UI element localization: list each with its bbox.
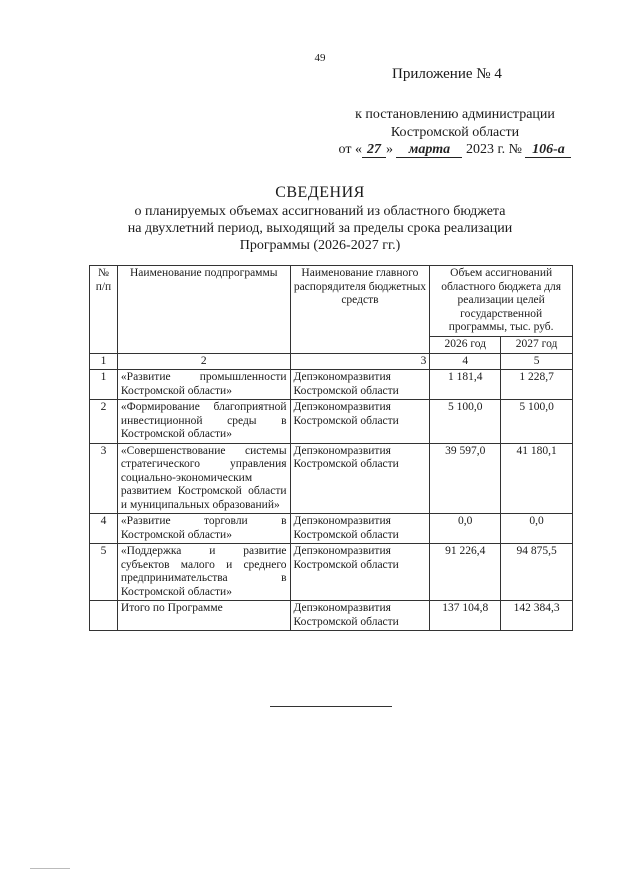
column-number: 4 [430,353,501,370]
row-2026: 1 181,4 [430,370,501,400]
row-subprogram: «Совершенствование системы стратегического управления социально-экономическим развитием Костромской области и муниципальных образований» [117,443,290,514]
row-num: 1 [90,370,118,400]
table-header-row [90,266,573,337]
row-subprogram: «Поддержка и развитие субъектов малого и среднего предпринимательства в Костромской области» [117,544,290,601]
table-row [90,370,573,400]
column-number: 3 [290,353,430,370]
header-subprogram: Наименование подпрограммы [117,266,290,354]
header-manager: Наименование главного распорядителя бюджетных средств [290,266,430,354]
budget-table [89,265,573,631]
date-year: 2023 г. № [465,142,522,157]
column-number-row [90,353,573,370]
total-manager: Депэкономразвития Костромской области [290,601,430,631]
handwritten-month: марта [396,143,462,158]
table-row [90,514,573,544]
row-2026: 39 597,0 [430,443,501,514]
total-2027: 142 384,3 [501,601,573,631]
document-heading: СВЕДЕНИЯ [275,184,365,201]
total-num [90,601,118,631]
date-prefix: от « [338,142,362,157]
row-2026: 0,0 [430,514,501,544]
table-row [90,544,573,601]
row-num: 5 [90,544,118,601]
header-year-2027: 2027 год [501,337,573,354]
row-num: 4 [90,514,118,544]
header-year-2026: 2026 год [430,337,501,354]
row-2027: 41 180,1 [501,443,573,514]
row-2027: 94 875,5 [501,544,573,601]
row-manager: Депэкономразвития Костромской области [290,443,430,514]
resolution-line: к постановлению администрации [355,107,555,122]
header-num: № п/п [90,266,118,354]
total-label: Итого по Программе [117,601,290,631]
row-manager: Депэкономразвития Костромской области [290,400,430,444]
row-manager: Депэкономразвития Костромской области [290,544,430,601]
subheading-line: Программы (2026-2027 гг.) [239,238,401,253]
table-row [90,443,573,514]
row-num: 2 [90,400,118,444]
row-manager: Депэкономразвития Костромской области [290,514,430,544]
appendix-title: Приложение № 4 [392,66,502,82]
row-2027: 0,0 [501,514,573,544]
row-2027: 1 228,7 [501,370,573,400]
row-num: 3 [90,443,118,514]
row-2026: 91 226,4 [430,544,501,601]
resolution-date-line [330,141,580,159]
table-row [90,400,573,444]
bottom-divider [270,706,392,707]
subheading-line: на двухлетний период, выходящий за пределы срока реализации [127,221,513,236]
row-2026: 5 100,0 [430,400,501,444]
header-volume: Объем ассигнований областного бюджета для реализации целей государственной программы, тыс. руб. [430,266,573,337]
total-2026: 137 104,8 [430,601,501,631]
table-total-row [90,601,573,631]
row-subprogram: «Развитие промышленности Костромской области» [117,370,290,400]
handwritten-number: 106-а [525,143,571,158]
footer-mark [30,868,70,869]
column-number: 1 [90,353,118,370]
column-number: 2 [117,353,290,370]
handwritten-day: 27 [362,143,386,158]
subheading-line: о планируемых объемах ассигнований из областного бюджета [134,204,506,219]
row-subprogram: «Формирование благоприятной инвестиционной среды в Костромской области» [117,400,290,444]
resolution-region: Костромской области [390,125,520,140]
date-mid: » [385,142,393,157]
row-2027: 5 100,0 [501,400,573,444]
row-subprogram: «Развитие торговли в Костромской области» [117,514,290,544]
row-manager: Депэкономразвития Костромской области [290,370,430,400]
column-number: 5 [501,353,573,370]
page-number: 49 [314,52,326,64]
